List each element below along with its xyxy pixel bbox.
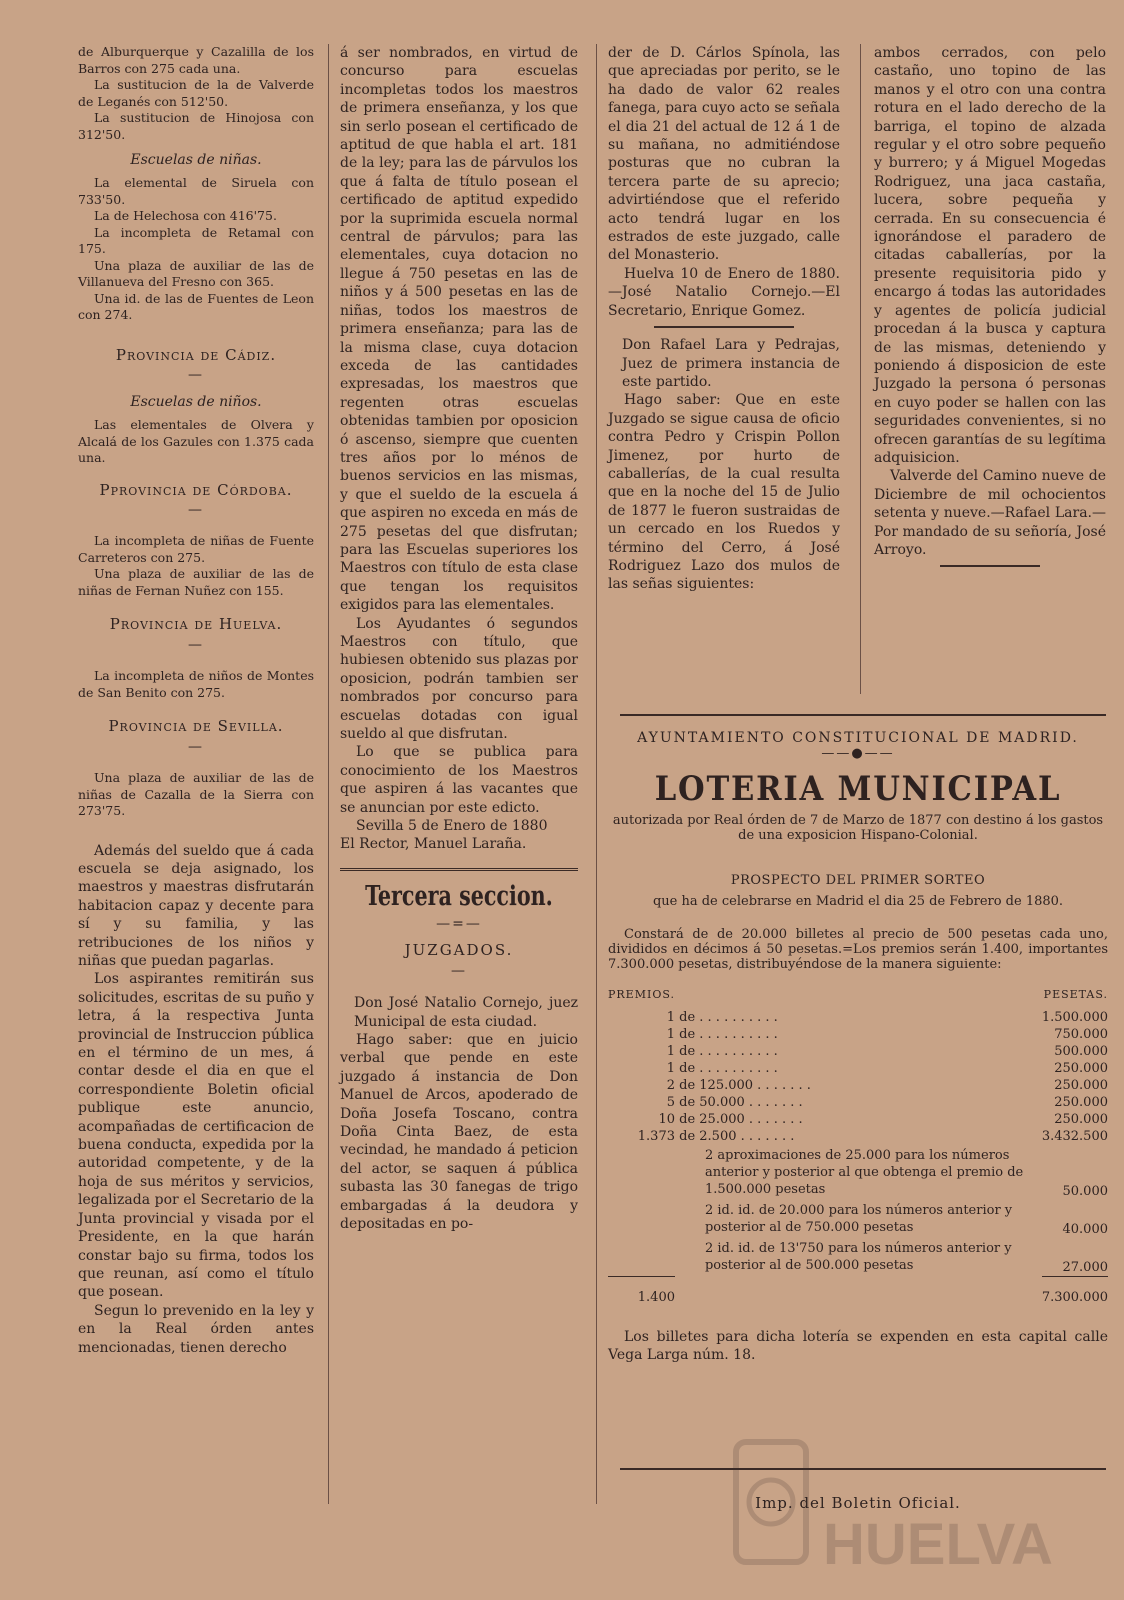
text-line: La incompleta de niñas de Fuente Carreteros con 275. (78, 533, 314, 565)
paragraph: ambos cerrados, con pelo castaño, uno topino de las manos y el otro con una contra rotura en el lado derecho de la barriga, el topino de alzada regular y el otro sobre pequeño y burrero; y á Miguel Mogedas Rodriguez, una jaca castaña, lucera, sobre pequeña y cerrada. En su consecuencia é ignorándose el paradero de citadas caballerías, por la presente requisitoria pido y encargo á todas las autoridades y agentes de policía judicial procedan á la busca y captura de las mismas, deteniendo y poniendo á disposicion de este Juzgado la persona ó personas en cuyo poder se hallen con las seguridades convenientes, si no ofrecen garantías de su legítima adquisicion. (874, 45, 1106, 466)
approx-desc: 2 aproximaciones de 25.000 para los números anterior y posterior al que obtenga el premio de 1.500.000 pesetas (704, 1148, 1024, 1197)
text-line: de Alburquerque y Cazalilla de los Barros con 275 cada una. (78, 44, 314, 76)
prize-qty: 1 (666, 1027, 675, 1042)
signature: Huelva 10 de Enero de 1880.—José Natalio Cornejo.—El Secretario, Enrique Gomez. (608, 265, 840, 319)
separator (940, 565, 1040, 567)
prize-desc: de 50.000 (679, 1095, 745, 1110)
prize-qty: 1 (666, 1061, 675, 1076)
divider: — (188, 367, 204, 384)
paragraph: Segun lo prevenido en la ley y en la Real órden antes mencionadas, tienen derecho (78, 1302, 314, 1356)
prize-amount: 250.000 (1054, 1112, 1108, 1127)
subheading: Escuelas de niños. (130, 393, 262, 410)
table-header (608, 986, 1108, 1009)
column-1 (78, 44, 314, 1357)
approx-desc: 2 id. id. de 20.000 para los números anterior y posterior al de 750.000 pesetas (704, 1203, 1013, 1235)
paragraph: Valverde del Camino nueve de Diciembre de mil ochocientos setenta y nueve.—Rafael Lara.—Por mandado de su señoría, José Arroyo. (874, 468, 1106, 558)
paragraph: Hago saber: Que en este Juzgado se sigue causa de oficio contra Pedro y Crispin Pollon Jimenez, por hurto de caballerías, de la cual resulta que en la noche del 15 de Julio de 1877 le fueron sustraidas de un cercado en los Ruedos y término del Cerro, á José Rodriguez Lazo dos mulos de las señas siguientes: (608, 392, 840, 593)
prize-table (608, 986, 1108, 1306)
table-row: 5 de 50.000 . . . . . . . 250.000 (608, 1094, 1108, 1111)
table-row (608, 1145, 1108, 1200)
province-heading: Provincia de Huelva. (109, 615, 283, 634)
prize-amount: 27.000 (1062, 1260, 1108, 1275)
subheading: Escuelas de niñas. (130, 152, 262, 168)
table-row: 10 de 25.000 . . . . . . . 250.000 (608, 1111, 1108, 1128)
paragraph: Además del sueldo que á cada escuela se deja asignado, los maestros y maestras disfrutarán habitacion capaz y decente para sí y su familia, y las retribuciones de los niños y niñas que puedan pagarlas. (78, 842, 314, 969)
table-row (608, 1238, 1108, 1277)
col-header-pesetas: PESETAS. (1043, 988, 1108, 1001)
divider: — (451, 962, 467, 979)
text-line: La sustitucion de la de Valverde de Leganés con 512'50. (78, 77, 314, 109)
signature: El Rector, Manuel Laraña. (340, 836, 527, 853)
total-amount: 7.300.000 (1042, 1277, 1108, 1307)
prize-amount: 250.000 (1054, 1095, 1108, 1110)
paragraph: á ser nombrados, en virtud de concurso para escuelas incompletas todos los maestros de primera enseñanza, y los que sin serlo posean el certificado de aptitud de que habla el art. 181 de la ley; para las de párvulos los que á falta de título posean el certificado de aptitud expedido por la suprimida escuela normal central de párvulos; para las elementales, cuya dotacion no llegue á 750 pesetas en las de niños y á 500 pesetas en las de niñas, todos los maestros de primera enseñanza; para las de la misma clase, cuya dotacion exceda de las cantidades expresadas, los maestros que regenten otras escuelas obtenidas tambien por oposicion ó ascenso, siempre que cuenten tres años por lo ménos de buenos servicios en las mismas, y que el sueldo de la escuela á que aspiren no exceda en más de 275 pesetas del que disfrutan; para las Escuelas superiores los Maestros con título de esta clase que tengan los requisitos exigidos para las elementales. (340, 45, 578, 614)
table-row: 1 de . . . . . . . . . . 750.000 (608, 1026, 1108, 1043)
text-line: Una id. de las de Fuentes de Leon con 274. (78, 290, 314, 323)
text-line: Una plaza de auxiliar de las de niñas de Cazalla de la Sierra con 273'75. (78, 770, 314, 819)
divider: — (188, 738, 204, 755)
prize-qty: 10 (658, 1112, 675, 1127)
paragraph: Lo que se publica para conocimiento de los Maestros que aspiren á las vacantes que se anuncian por este edicto. (340, 744, 578, 816)
paragraph: Don José Natalio Cornejo, juez Municipal de esta ciudad. (354, 995, 578, 1030)
table-row: 1 de . . . . . . . . . . 250.000 (608, 1060, 1108, 1077)
province-heading: Provincia de Cádiz. (115, 345, 277, 364)
lottery-title: LOTERIA MUNICIPAL (654, 769, 1062, 809)
prize-qty: 1 (666, 1044, 675, 1059)
table-row: 1.373 de 2.500 . . . . . . . 3.432.500 (608, 1128, 1108, 1145)
column-rule (328, 44, 329, 1504)
prize-amount: 750.000 (1054, 1027, 1108, 1042)
divider: ——●—— (821, 746, 895, 761)
table-row: 1 de . . . . . . . . . . 1.500.000 (608, 1009, 1108, 1026)
prospect-heading: PROSPECTO DEL PRIMER SORTEO (730, 873, 986, 888)
watermark-stamp (728, 1432, 1088, 1582)
lottery-intro: Constará de de 20.000 billetes al precio de 500 pesetas cada uno, divididos en décimos á 50 pesetas.=Los premios serán 1.400, importantes 7.300.000 pesetas, distribuyéndose de la manera siguiente: (608, 927, 1108, 972)
total-qty: 1.400 (608, 1277, 675, 1307)
prize-amount: 250.000 (1054, 1061, 1108, 1076)
lottery-notice (608, 730, 1108, 1364)
sales-notice: Los billetes para dicha lotería se expenden en esta capital calle Vega Larga núm. 18. (608, 1329, 1108, 1363)
text-line: La sustitucion de Hinojosa con 312'50. (78, 110, 314, 142)
text-line: La incompleta de Retamal con 175. (78, 224, 314, 257)
column-3 (608, 44, 840, 594)
approx-desc: 2 id. id. de 13'750 para los números anterior y posterior al de 500.000 pesetas (704, 1241, 1012, 1273)
text-line: Una plaza de auxiliar de las de Villanueva del Fresno con 365. (78, 257, 314, 290)
province-heading: Provincia de Sevilla. (108, 717, 284, 736)
council-heading: AYUNTAMIENTO CONSTITUCIONAL DE MADRID. (637, 730, 1079, 746)
paragraph: Los Ayudantes ó segundos Maestros con título, que hubiesen obtenido sus plazas por oposicion, podrán tambien ser nombrados por concurso para escuelas dotadas con igual sueldo al que disfrutan. (340, 615, 578, 743)
prize-amount: 500.000 (1054, 1044, 1108, 1059)
prize-qty: 2 (666, 1078, 675, 1093)
double-rule (340, 868, 578, 871)
prize-desc: de 25.000 (679, 1112, 745, 1127)
watermark-text: HUELVA (823, 1512, 1053, 1577)
prospect-subtitle: que ha de celebrarse en Madrid el dia 25 de Febrero de 1880. (652, 894, 1064, 909)
section-subtitle: JUZGADOS. (404, 941, 514, 960)
prize-amount: 50.000 (1062, 1184, 1108, 1199)
column-4 (874, 44, 1106, 573)
text-line: La elemental de Siruela con 733'50. (78, 175, 314, 207)
col-header-premios: PREMIOS. (608, 988, 675, 1001)
horizontal-rule (620, 714, 1106, 716)
text-line: La incompleta de niños de Montes de San Benito con 275. (78, 668, 314, 700)
table-row: 2 de 125.000 . . . . . . . 250.000 (608, 1077, 1108, 1094)
prize-qty: 5 (666, 1095, 675, 1110)
paragraph: Los aspirantes remitirán sus solicitudes, escritas de su puño y letra, á la respectiva Junta provincial de Instruccion pública en el término de un mes, á contar desde el dia en que el correspondiente Boletin oficial publique este anuncio, acompañadas de certificacion de buena conducta, expedida por la autoridad competente, y de la hoja de sus méritos y servicios, legalizada por el Secretario de la Junta provincial y visada por el Presidente, en la que harán constar bajo su firma, todos los que reunan, así como el título que posean. (78, 971, 314, 1301)
text-line: Una plaza de auxiliar de las de niñas de Fernan Nuñez con 155. (78, 566, 314, 598)
section-title: Tercera seccion. (365, 880, 553, 912)
prize-desc: de (679, 1027, 696, 1042)
paragraph: Hago saber: que en juicio verbal que pende en este juzgado á instancia de Don Manuel de Arcos, apoderado de Doña Josefa Toscano, contra Doña Cinta Baez, de esta vecindad, he mandado á peticion del actor, se saquen á pública subasta las 30 fanegas de trigo embargadas á la deudora y depositadas en po- (340, 1031, 578, 1232)
text-line: La de Helechosa con 416'75. (94, 208, 277, 224)
table-total-row (608, 1277, 1108, 1307)
divider: — (188, 502, 204, 519)
prize-amount: 3.432.500 (1041, 1129, 1108, 1144)
column-rule (596, 44, 597, 1504)
prize-desc: de 2.500 (679, 1129, 737, 1144)
place-date: Sevilla 5 de Enero de 1880 (356, 818, 548, 835)
prize-desc: de (679, 1044, 696, 1059)
table-row: 1 de . . . . . . . . . . 500.000 (608, 1043, 1108, 1060)
paragraph: der de D. Cárlos Spínola, las que apreciadas por perito, se le ha dado de valor 62 reales fanega, para cuyo acto se señala el dia 21 del actual de 12 á 1 de su mañana, no admitiéndose posturas que no cubran la tercera parte de su aprecio; advirtiéndose que el referido acto tendrá lugar en los estrados de este juzgado, calle del Monasterio. (608, 45, 840, 264)
prize-desc: de (679, 1061, 696, 1076)
prize-qty: 1.373 (637, 1129, 675, 1144)
prize-amount: 40.000 (1062, 1222, 1108, 1237)
prize-amount: 250.000 (1054, 1078, 1108, 1093)
printer-credit: Imp. del Boletin Oficial. (755, 1494, 961, 1512)
table-row (608, 1200, 1108, 1238)
lottery-subtitle: autorizada por Real órden de 7 de Marzo de 1877 con destino á los gastos de una exposicion Hispano-Colonial. (612, 813, 1104, 843)
text-line: Las elementales de Olvera y Alcalá de los Gazules con 1.375 cada una. (78, 417, 314, 466)
prize-desc: de (679, 1010, 696, 1025)
prize-qty: 1 (666, 1010, 675, 1025)
prize-desc: de 125.000 (679, 1078, 754, 1093)
shield-icon (728, 1432, 1088, 1582)
divider: —=— (436, 915, 482, 932)
paragraph: Don Rafael Lara y Pedrajas, Juez de primera instancia de este partido. (622, 337, 840, 390)
province-heading: Pprovincia de Córdoba. (99, 480, 293, 499)
separator (654, 326, 794, 328)
divider: — (188, 636, 204, 653)
column-rule (860, 44, 861, 694)
column-2 (340, 44, 578, 1233)
prize-amount: 1.500.000 (1041, 1010, 1108, 1025)
